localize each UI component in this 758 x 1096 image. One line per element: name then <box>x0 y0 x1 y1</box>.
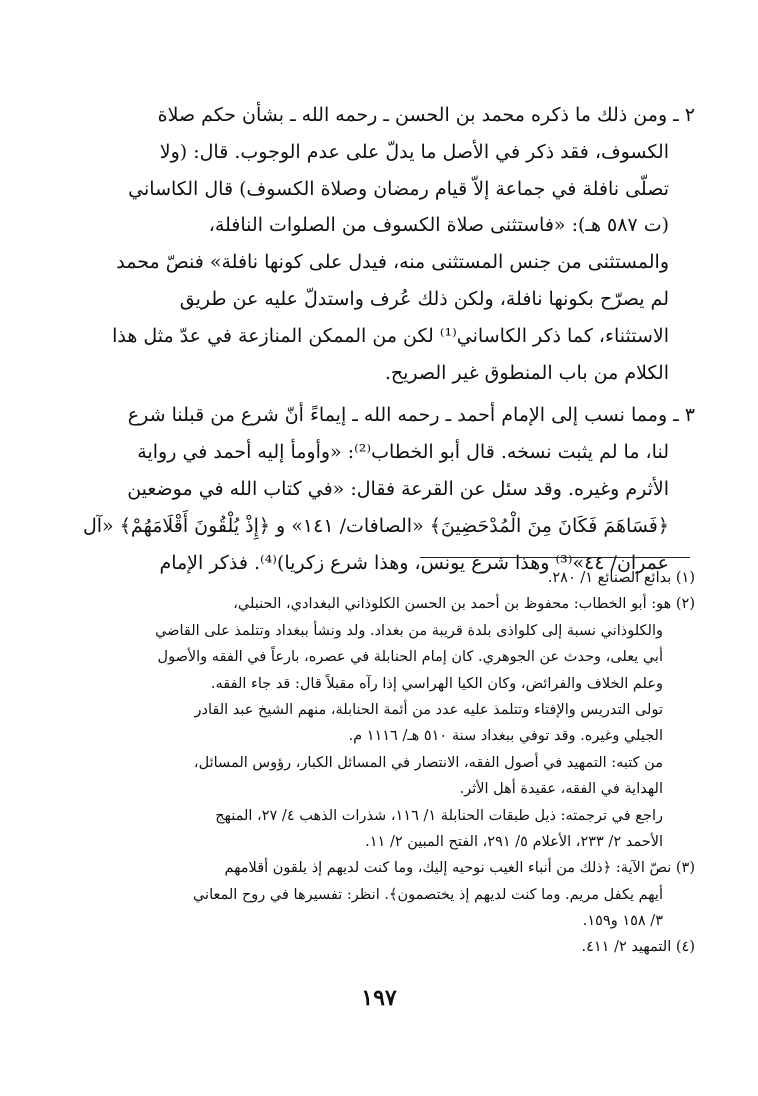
footnote-line: راجع في ترجمته: ذيل طبقات الحنابلة ١/ ١١٦، شذرات الذهب ٤/ ٢٧، المنهج <box>215 807 663 824</box>
text-line: ﴿فَسَاهَمَ فَكَانَ مِنَ الْمُدْحَضِينَ﴾ «الصافات/ ١٤١» و ﴿إِذْ يُلْقُونَ أَقْلَامَهُمْ﴾ «آل <box>82 514 669 537</box>
text-line: الاستثناء، كما ذكر الكاساني⁽¹⁾ لكن من الممكن المنازعة في عدّ مثل هذا <box>112 324 669 347</box>
text-line: لنا، ما لم يثبت نسخه. قال أبو الخطاب⁽²⁾: «وأومأ إليه أحمد في رواية <box>137 441 669 464</box>
text-line: عمران/ ٤٤»⁽³⁾ وهذا شرع يونس، وهذا شرع زكريا)⁽⁴⁾. فذكر الإمام <box>159 551 669 574</box>
footnote-1: (١) بدائع الصنائع ١/ ٢٨٠. <box>547 570 695 586</box>
footnote-2 <box>105 591 695 855</box>
main-text <box>82 97 695 587</box>
footnote-line: أيهم يكفل مريم. وما كنت لديهم إذ يختصمون﴾. انظر: تفسيرها في روح المعاني <box>192 886 663 903</box>
footnote-line: الهداية في الفقه، عقيدة أهل الأثر. <box>459 781 663 798</box>
footnote-4: (٤) التمهيد ٢/ ٤١١. <box>581 939 695 956</box>
footnote-line: من كتبه: التمهيد في أصول الفقه، الانتصار في المسائل الكبار، رؤوس المسائل، <box>193 754 663 771</box>
footnote-line: تولى التدريس والإفتاء وتتلمذ عليه عدد من أئمة الحنابلة، منهم الشيخ عبد القادر <box>194 701 663 718</box>
footnote-line: (٢) هو: أبو الخطاب: محفوظ بن أحمد بن الحسن الكلوذاني البغدادي، الحنبلي، <box>233 596 695 613</box>
text-line: الكلام من باب المنطوق غير الصريح. <box>384 361 669 384</box>
text-line: الكسوف، فقد ذكر في الأصل ما يدلّ على عدم الوجوب. قال: (ولا <box>159 140 669 163</box>
footnote-line: والكلوذاني نسبة إلى كلواذى بلدة قريبة من بغداد. ولد ونشأ ببغداد وتتلمذ على القاضي <box>155 622 663 639</box>
footnote-3 <box>105 855 695 934</box>
footnote-line: وعلم الخلاف والفرائض، وكان الكيا الهراسي إذا رآه مقبلاً قال: قد جاء الفقه. <box>210 675 663 692</box>
text-line: والمستثنى من جنس المستثنى منه، فيدل على كونها نافلة» فنصّ محمد <box>116 251 669 274</box>
footnotes <box>105 565 695 961</box>
text-line: الأثرم وغيره. وقد سئل عن القرعة فقال: «في كتاب الله في موضعين <box>127 477 669 500</box>
footnote-line: ٣/ ١٥٨ و١٥٩. <box>582 913 663 930</box>
footnote-line: الأحمد ٢/ ٢٣٣، الأعلام ٥/ ٢٩١، الفتح المبين ٢/ ١١. <box>365 833 663 850</box>
page-number: ١٩٧ <box>361 985 397 1011</box>
paragraph-3 <box>82 397 695 581</box>
text-line: (ت ٥٨٧ هـ): «فاستثنى صلاة الكسوف من الصلوات النافلة، <box>208 214 669 237</box>
text-line: ٣ ـ ومما نسب إلى الإمام أحمد ـ رحمه الله ـ إيماءً أنّ شرع من قبلنا شرع <box>127 404 695 427</box>
text-line: لم يصرّح بكونها نافلة، ولكن ذلك عُرف واستدلّ عليه عن طريق <box>179 287 669 310</box>
text-line: ٢ ـ ومن ذلك ما ذكره محمد بن الحسن ـ رحمه الله ـ بشأن حكم صلاة <box>157 104 695 126</box>
footnote-divider <box>420 557 690 558</box>
footnote-line: (٣) نصّ الآية: ﴿ذلك من أنباء الغيب نوحيه إليك، وما كنت لديهم إذ يلقون أقلامهم <box>224 860 695 877</box>
footnote-line: أبي يعلى، وحدث عن الجوهري. كان إمام الحنابلة في عصره، بارعاً في الفقه والأصول <box>157 649 663 666</box>
footnote-line: الجيلي وغيره. وقد توفي ببغداد سنة ٥١٠ هـ/ ١١١٦ م. <box>348 728 663 745</box>
text-line: تصلّى نافلة في جماعة إلاّ قيام رمضان وصلاة الكسوف) قال الكاساني <box>128 177 669 200</box>
paragraph-2 <box>105 97 695 391</box>
